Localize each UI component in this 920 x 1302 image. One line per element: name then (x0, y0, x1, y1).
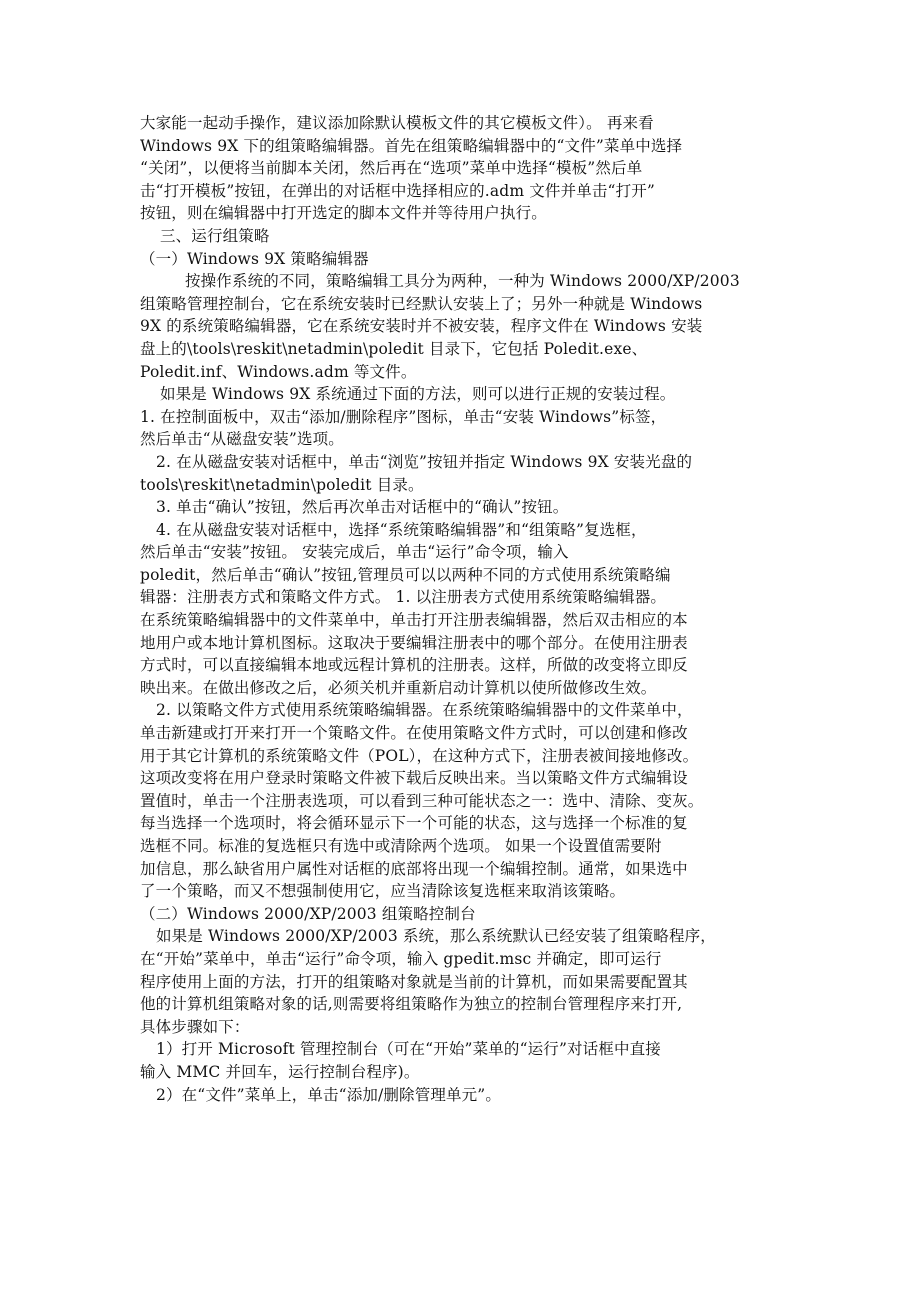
text-line: 程序使用上面的方法，打开的组策略对象就是当前的计算机，而如果需要配置其 (140, 972, 688, 991)
text-line: 置值时，单击一个注册表选项，可以看到三种可能状态之一：选中、清除、变灰。 (140, 791, 704, 810)
text-line: 在系统策略编辑器中的文件菜单中，单击打开注册表编辑器，然后双击相应的本 (140, 611, 688, 630)
text-line: （二）Windows 2000/XP/2003 组策略控制台 (140, 904, 476, 923)
text-line: 用于其它计算机的系统策略文件（POL），在这种方式下，注册表被间接地修改。 (140, 746, 699, 765)
text-line: 单击新建或打开来打开一个策略文件。在使用策略文件方式时，可以创建和修改 (140, 724, 688, 743)
text-line: 输入 MMC 并回车，运行控制台程序)。 (140, 1062, 420, 1081)
text-line: 三、运行组策略 (160, 226, 270, 245)
text-line: 具体步骤如下： (140, 1017, 250, 1036)
text-line: 3. 单击“确认”按钮，然后再次单击对话框中的“确认”按钮。 (156, 498, 569, 517)
text-line: 选框不同。标准的复选框只有选中或清除两个选项。 如果一个设置值需要附 (140, 837, 662, 855)
text-line: Poledit.inf、Windows.adm 等文件。 (140, 362, 417, 381)
text-line: 然后单击“安装”按钮。 安装完成后，单击“运行”命令项，输入 (140, 543, 569, 562)
text-line: 组策略管理控制台，它在系统安装时已经默认安装上了；另外一种就是 Windows (140, 294, 703, 313)
text-line: 方式时，可以直接编辑本地或远程计算机的注册表。这样，所做的改变将立即反 (140, 656, 688, 675)
text-line: Windows 9X 下的组策略编辑器。首先在组策略编辑器中的“文件”菜单中选择 (140, 136, 683, 155)
text-line: 按钮，则在编辑器中打开选定的脚本文件并等待用户执行。 (140, 204, 547, 223)
text-line: 按操作系统的不同，策略编辑工具分为两种，一种为 Windows 2000/XP/2003 (185, 272, 740, 291)
document-body (140, 112, 790, 1106)
text-line: 然后单击“从磁盘安装”选项。 (140, 430, 344, 449)
text-line: 如果是 Windows 2000/XP/2003 系统，那么系统默认已经安装了组策略程序， (156, 927, 716, 946)
text-line: 2）在“文件”菜单上，单击“添加/删除管理单元”。 (156, 1085, 502, 1104)
text-line: 4. 在从磁盘安装对话框中，选择“系统策略编辑器”和“组策略”复选框， (156, 520, 647, 539)
text-line: 在“开始”菜单中，单击“运行”命令项，输入 gpedit.msc 并确定，即可运行 (140, 949, 662, 968)
text-line: 辑器：注册表方式和策略文件方式。 1. 以注册表方式使用系统策略编辑器。 (140, 588, 667, 607)
text-line: 2. 以策略文件方式使用系统策略编辑器。在系统策略编辑器中的文件菜单中， (156, 701, 693, 720)
text-line: 他的计算机组策略对象的话,则需要将组策略作为独立的控制台管理程序来打开, (140, 995, 683, 1014)
text-line: 2. 在从磁盘安装对话框中，单击“浏览”按钮并指定 Windows 9X 安装光盘的 (156, 452, 693, 471)
text-line: 1. 在控制面板中，双击“添加/删除程序”图标，单击“安装 Windows”标签， (140, 407, 667, 426)
text-line: （一）Windows 9X 策略编辑器 (140, 249, 369, 268)
text-line: 1）打开 Microsoft 管理控制台（可在“开始”菜单的“运行”对话框中直接 (156, 1040, 661, 1059)
text-line: 9X 的系统策略编辑器，它在系统安装时并不被安装，程序文件在 Windows 安装 (140, 317, 703, 336)
text-line: poledit，然后单击“确认”按钮,管理员可以以两种不同的方式使用系统策略编 (140, 565, 671, 584)
text-line: “关闭”，以便将当前脚本关闭，然后再在“选项”菜单中选择“模板”然后单 (140, 159, 643, 178)
text-line: tools\reskit\netadmin\poledit 目录。 (140, 475, 424, 494)
text-line: 每当选择一个选项时，将会循环显示下一个可能的状态，这与选择一个标准的复 (140, 814, 688, 833)
text-line: 如果是 Windows 9X 系统通过下面的方法，则可以进行正规的安装过程。 (160, 385, 676, 404)
text-line: 盘上的\tools\reskit\netadmin\poledit 目录下，它包括 Poledit.exe、 (140, 339, 648, 358)
text-line: 地用户或本地计算机图标。这取决于要编辑注册表中的哪个部分。在使用注册表 (140, 633, 688, 652)
text-line: 这项改变将在用户登录时策略文件被下载后反映出来。当以策略文件方式编辑设 (140, 769, 688, 788)
text-line: 大家能一起动手操作，建议添加除默认模板文件的其它模板文件）。 再来看 (140, 114, 654, 132)
text-line: 了一个策略，而又不想强制使用它，应当清除该复选框来取消该策略。 (140, 882, 626, 901)
text-line: 击“打开模板”按钮，在弹出的对话框中选择相应的.adm 文件并单击“打开” (140, 181, 655, 200)
text-line: 映出来。在做出修改之后，必须关机并重新启动计算机以使所做修改生效。 (140, 678, 657, 697)
text-line: 加信息，那么缺省用户属性对话框的底部将出现一个编辑控制。通常，如果选中 (140, 859, 688, 878)
